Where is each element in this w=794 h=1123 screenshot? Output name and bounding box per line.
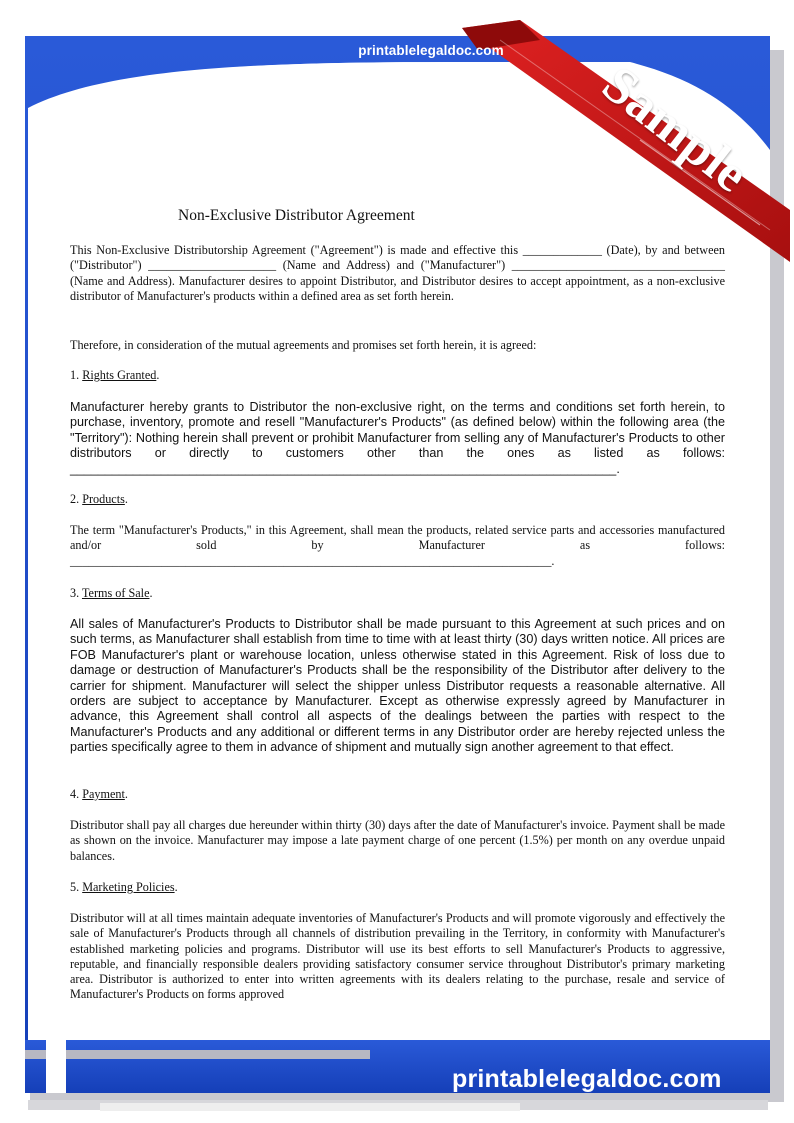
section-title: Rights Granted [82,368,157,382]
section-5-heading: 5. Marketing Policies. [70,880,178,894]
section-2-heading: 2. Products. [70,492,128,506]
section-1-heading: 1. Rights Granted. [70,368,160,382]
sample-ribbon-label: Sample [591,55,759,204]
intro-paragraph: This Non-Exclusive Distributorship Agreement ("Agreement") is made and effective this _____________ (Date), by and between ("Distributor") _____________________ (Name and Address) and ("Manufacturer") ___________________________________ (Name and Address). Manufacturer desires to appoint Distributor, and Distributor desires to accept appointment, as a non-exclusive distributor of Manufacturer's products within a defined area as set forth herein. [70,243,725,303]
document-title: Non-Exclusive Distributor Agreement [178,207,415,224]
footer-brand[interactable]: printablelegaldoc.com [452,1065,722,1093]
section-number: 4. [70,787,80,801]
header-brand[interactable]: printablelegaldoc.com [358,43,504,58]
section-4-heading: 4. Payment. [70,787,128,801]
section-title: Payment [82,787,125,801]
section-title: Products [82,492,125,506]
therefore-paragraph: Therefore, in consideration of the mutual agreements and promises set forth herein, it is agreed: [70,338,537,352]
section-2-text: The term "Manufacturer's Products," in this Agreement, shall mean the products, related service parts and accessories manufactured and/or sold by Manufacturer as follows: _______________________________________________________________________________. [70,523,725,568]
section-5-text: Distributor will at all times maintain adequate inventories of Manufacturer's Products and will promote vigorously and effectively the sale of Manufacturer's Products through all channels of distribution prevailing in the Territory, in conformity with Manufacturer's established marketing policies and programs. Distributor will use its best efforts to sell Manufacturer's Products to aggressive, reputable, and financially responsible dealers providing satisfactory consumer service throughout Distributor's primary marketing area. Distributor is authorized to enter into written agreements with its dealers relating to the purchase, resale and service of Manufacturer's Products on forms approved [70,911,725,1002]
section-number: 2. [70,492,80,506]
section-number: 3. [70,586,80,600]
section-number: 1. [70,368,80,382]
section-4-text: Distributor shall pay all charges due hereunder within thirty (30) days after the date of Manufacturer's invoice. Payment shall be made as shown on the invoice. Manufacturer may impose a late payment charge of one percent (1.5%) per month on any overdue unpaid balances. [70,818,725,863]
section-1-text: Manufacturer hereby grants to Distributor the non-exclusive right, on the terms and conditions set forth herein, to purchase, inventory, promote and resell "Manufacturer's Products" (as defined below) within the following area (the "Territory"): Nothing herein shall prevent or prohibit Manufacturer from selling any of Manufacturer's Products to other distributors or directly to customers other than the ones as listed as follows: ______________________________________________________________________________. [70,400,725,476]
section-title: Terms of Sale [81,586,150,600]
section-number: 5. [70,880,80,894]
section-3-heading: 3. Terms of Sale. [70,586,153,600]
section-3-text: All sales of Manufacturer's Products to Distributor shall be made pursuant to this Agreement at such prices and on such terms, as Manufacturer shall establish from time to time with at least thirty (30) days written notice. All prices are FOB Manufacturer's plant or warehouse location, unless otherwise stated in this Agreement. Risk of loss due to damage or destruction of Manufacturer's Products shall be the responsibility of the Distributor after delivery to the carrier for shipment. Manufacturer will select the shipper unless Distributor requests a reasonable alternative. All orders are subject to acceptance by Manufacturer. Except as otherwise expressly agreed by Manufacturer in advance, this Agreement shall control all aspects of the dealings between the parties with respect to the Manufacturer's Products and any additional or different terms in any Distributor order are hereby rejected unless the parties specifically agree to them in advance of shipment and mutually sign another agreement to that effect. [70,617,725,755]
section-title: Marketing Policies [82,880,175,894]
